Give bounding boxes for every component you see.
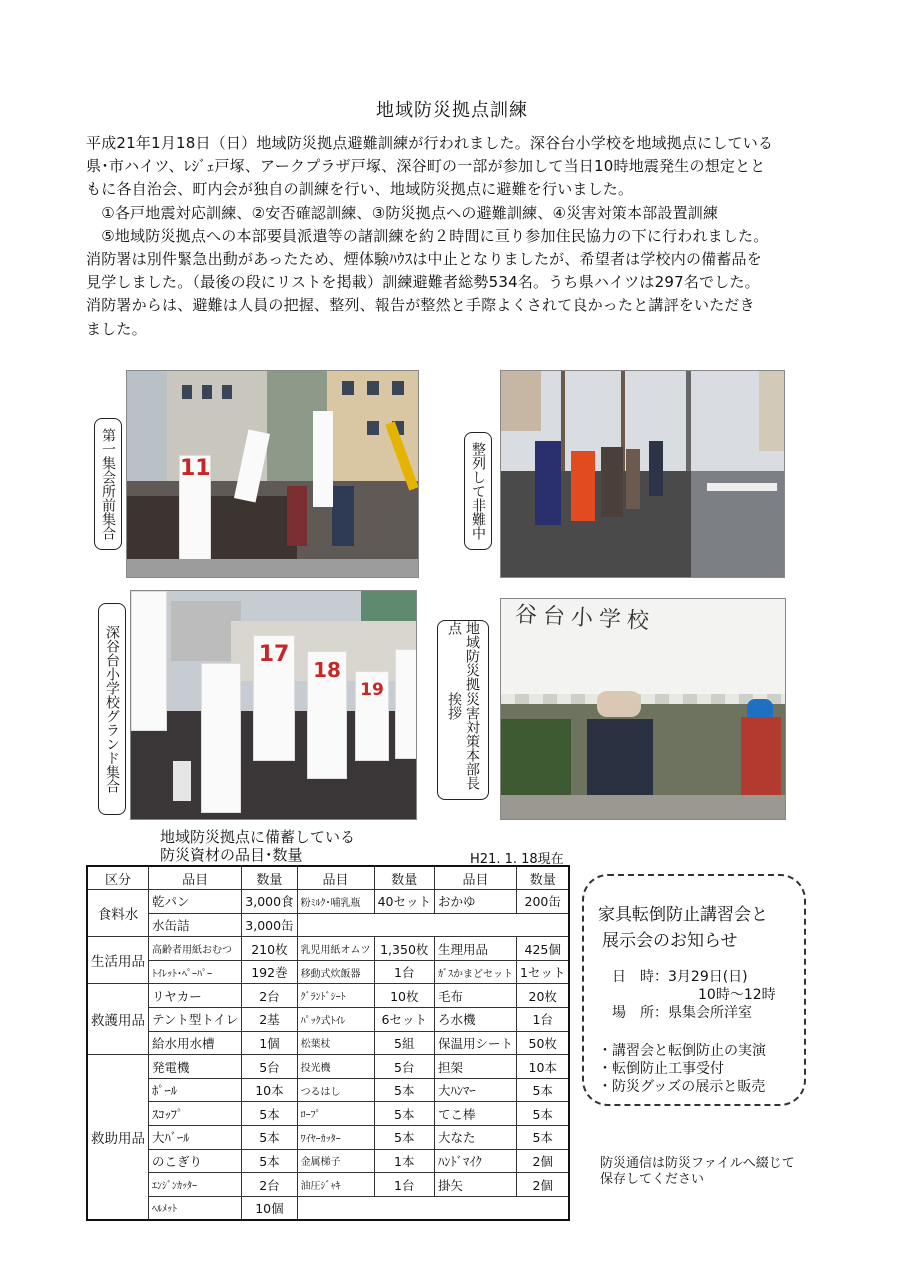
qty-cell: 2台 <box>242 984 297 1008</box>
footnote <box>600 1156 795 1188</box>
header-cell: 区分 <box>87 866 149 890</box>
header-cell: 品目 <box>434 866 516 890</box>
qty-cell: 10本 <box>242 1078 297 1102</box>
qty-cell: 5本 <box>242 1126 297 1150</box>
caption-hq-line-b: 災害対策本部長挨拶 <box>446 692 480 791</box>
notice-bullet: ・講習会と転倒防止の実演 <box>598 1043 766 1059</box>
qty-cell: 1個 <box>242 1031 297 1055</box>
table-row <box>87 1008 569 1032</box>
item-cell: テント型トイレ <box>149 1008 242 1032</box>
item-cell: 掛矢 <box>434 1173 516 1197</box>
item-cell: ｸﾞﾗﾝﾄﾞｼｰﾄ <box>297 984 374 1008</box>
qty-cell: 425個 <box>516 937 569 961</box>
qty-cell: 192巻 <box>242 960 297 984</box>
table-row <box>87 1031 569 1055</box>
qty-cell: 5本 <box>374 1078 434 1102</box>
body-line: ①各戸地震対応訓練、②安否確認訓練、③防災拠点への避難訓練、④災害対策本部設置訓練 <box>86 203 719 222</box>
footnote-line: 防災通信は防災ファイルへ綴じて <box>600 1156 795 1171</box>
item-cell: つるはし <box>297 1078 374 1102</box>
table-row <box>87 1102 569 1126</box>
qty-cell: 5本 <box>374 1126 434 1150</box>
body-line: 平成21年1月18日（日）地域防災拠点避難訓練が行われました。深谷台小学校を地域拠点にしている <box>86 134 774 152</box>
qty-cell: 5台 <box>242 1055 297 1079</box>
qty-cell: 5組 <box>374 1031 434 1055</box>
item-cell: 粉ﾐﾙｸ･哺乳瓶 <box>297 890 374 914</box>
qty-cell: 2基 <box>242 1008 297 1032</box>
qty-cell: 5本 <box>374 1102 434 1126</box>
table-row <box>87 937 569 961</box>
item-cell: 保温用シート <box>434 1031 516 1055</box>
item-cell: 移動式炊飯器 <box>297 960 374 984</box>
qty-cell: 50枚 <box>516 1031 569 1055</box>
category-cell: 食料水 <box>87 890 149 937</box>
item-cell: ﾎﾟｰﾙ <box>149 1078 242 1102</box>
photo-meeting-hall <box>126 370 419 578</box>
banner-11: 11 <box>179 455 211 578</box>
item-cell: ｶﾞｽかまどセット <box>434 960 516 984</box>
qty-cell: 200缶 <box>516 890 569 914</box>
item-cell: おかゆ <box>434 890 516 914</box>
workshop-notice <box>582 874 806 1106</box>
item-cell: 乾パン <box>149 890 242 914</box>
body-line: もに各自治会、町内会が独自の訓練を行い、地域防災拠点に避難を行いました。 <box>86 180 634 199</box>
banner-19: 19 <box>355 671 389 761</box>
header-cell: 数量 <box>374 866 434 890</box>
item-cell: 大ﾊﾝﾏｰ <box>434 1078 516 1102</box>
stock-heading-line: 防災資材の品目･数量 <box>160 846 303 864</box>
item-cell: 金属梯子 <box>297 1149 374 1173</box>
body-line: 見学しました。（最後の段にリストを掲載）訓練避難者総勢534名。うち県ハイツは297名でした。 <box>86 273 760 292</box>
notice-title: 家具転倒防止講習会と <box>598 905 768 925</box>
qty-cell: 40セット <box>374 890 434 914</box>
table-row <box>87 913 569 937</box>
notice-time: 10時～12時 <box>698 987 776 1003</box>
category-cell: 救護用品 <box>87 984 149 1055</box>
item-cell: 大ﾊﾞｰﾙ <box>149 1126 242 1150</box>
qty-cell: 10本 <box>516 1055 569 1079</box>
item-cell: 高齢者用紙おむつ <box>149 937 242 961</box>
item-cell: 乳児用紙オムツ <box>297 937 374 961</box>
qty-cell: 1本 <box>374 1149 434 1173</box>
stock-table <box>86 865 570 1221</box>
body-line: 消防署からは、避難は人員の把握、整列、報告が整然と手際よくされて良かったと講評をいただき <box>86 296 755 315</box>
table-row <box>87 960 569 984</box>
body-line: 消防署は別件緊急出動があったため、煙体験ﾊｳｽは中止となりましたが、希望者は学校内の備蓄品を <box>86 250 762 269</box>
notice-bullet: ・転倒防止工事受付 <box>598 1061 724 1077</box>
qty-cell: 2個 <box>516 1173 569 1197</box>
qty-cell: 5本 <box>242 1149 297 1173</box>
item-cell: リヤカー <box>149 984 242 1008</box>
qty-cell: 5本 <box>516 1078 569 1102</box>
item-cell: 油圧ｼﾞｬｷ <box>297 1173 374 1197</box>
item-cell: ろ水機 <box>434 1008 516 1032</box>
stock-date: H21. 1. 18現在 <box>470 852 564 867</box>
caption-hq-line-a: 地域防災拠点 <box>446 621 480 691</box>
item-cell: 大なた <box>434 1126 516 1150</box>
item-cell: ﾊﾟｯｸ式ﾄｲﾚ <box>297 1008 374 1032</box>
qty-cell: 5本 <box>516 1126 569 1150</box>
item-cell: ﾄｲﾚｯﾄ･ﾍﾟｰﾊﾟｰ <box>149 960 242 984</box>
qty-cell: 1台 <box>374 1173 434 1197</box>
notice-title: 展示会のお知らせ <box>602 931 738 951</box>
banner-17: 17 <box>253 635 295 761</box>
item-cell: ﾍﾙﾒｯﾄ <box>149 1196 242 1220</box>
table-header-row <box>87 866 569 890</box>
qty-cell: 1,350枚 <box>374 937 434 961</box>
item-cell: ﾛｰﾌﾟ <box>297 1102 374 1126</box>
page-title: 地域防災拠点訓練 <box>376 100 528 121</box>
table-row <box>87 890 569 914</box>
photo-schoolground <box>130 590 417 820</box>
qty-cell: 5台 <box>374 1055 434 1079</box>
category-cell: 救助用品 <box>87 1055 149 1220</box>
qty-cell: 10枚 <box>374 984 434 1008</box>
qty-cell: 3,000缶 <box>242 913 297 937</box>
item-cell: 発電機 <box>149 1055 242 1079</box>
footnote-line: 保存してください <box>600 1172 705 1187</box>
caption-disaster-hq <box>437 620 489 800</box>
header-cell: 数量 <box>242 866 297 890</box>
notice-place: 場 所：県集会所洋室 <box>612 1005 752 1021</box>
body-line: ⑤地域防災拠点への本部要員派遣等の諸訓練を約２時間に亘り参加住民協力の下に行われました。 <box>86 226 769 245</box>
body-line: 県･市ハイツ、ﾚｼﾞｪ戸塚、アークプラザ戸塚、深谷町の一部が参加して当日10時地震発生の想定とと <box>86 157 766 176</box>
qty-cell: 210枚 <box>242 937 297 961</box>
qty-cell: 20枚 <box>516 984 569 1008</box>
caption-schoolground: 深谷台小学校グランド集合 <box>98 603 126 815</box>
item-cell: 生理用品 <box>434 937 516 961</box>
item-cell: 給水用水槽 <box>149 1031 242 1055</box>
header-cell: 数量 <box>516 866 569 890</box>
qty-cell: 10個 <box>242 1196 297 1220</box>
notice-bullet: ・防災グッズの展示と販売 <box>598 1079 766 1095</box>
header-cell: 品目 <box>297 866 374 890</box>
header-cell: 品目 <box>149 866 242 890</box>
stock-heading <box>160 828 355 864</box>
tent-text: 谷台小学校 <box>514 602 656 635</box>
empty-cell <box>297 913 569 937</box>
qty-cell: 5本 <box>516 1102 569 1126</box>
photo-disaster-hq <box>500 598 786 820</box>
banner-18: 18 <box>307 651 347 779</box>
table-row <box>87 1173 569 1197</box>
table-row <box>87 984 569 1008</box>
item-cell: ﾊﾝﾄﾞﾏｲｸ <box>434 1149 516 1173</box>
qty-cell: 6セット <box>374 1008 434 1032</box>
notice-date: 日 時：3月29日(日) <box>612 969 748 985</box>
category-cell: 生活用品 <box>87 937 149 984</box>
item-cell: 水缶詰 <box>149 913 242 937</box>
caption-evacuation-walk: 整列して非難中 <box>464 432 492 550</box>
qty-cell: 2個 <box>516 1149 569 1173</box>
qty-cell: 5本 <box>242 1102 297 1126</box>
qty-cell: 1台 <box>516 1008 569 1032</box>
empty-cell <box>297 1196 569 1220</box>
table-row <box>87 1149 569 1173</box>
caption-meeting-hall: 第一集会所前集合 <box>94 418 122 550</box>
item-cell: 毛布 <box>434 984 516 1008</box>
stock-heading-line: 地域防災拠点に備蓄している <box>160 828 356 846</box>
item-cell: 松葉杖 <box>297 1031 374 1055</box>
table-row <box>87 1196 569 1220</box>
body-text <box>86 132 846 341</box>
table-row <box>87 1055 569 1079</box>
photo-evacuation-walk <box>500 370 785 578</box>
item-cell: ｽｺｯﾌﾟ <box>149 1102 242 1126</box>
body-line: ました。 <box>86 319 147 338</box>
qty-cell: 1台 <box>374 960 434 984</box>
item-cell: 投光機 <box>297 1055 374 1079</box>
qty-cell: 1セット <box>516 960 569 984</box>
item-cell: のこぎり <box>149 1149 242 1173</box>
table-row <box>87 1126 569 1150</box>
qty-cell: 3,000食 <box>242 890 297 914</box>
item-cell: 担架 <box>434 1055 516 1079</box>
item-cell: てこ棒 <box>434 1102 516 1126</box>
item-cell: ｴﾝｼﾞﾝｶｯﾀｰ <box>149 1173 242 1197</box>
table-row <box>87 1078 569 1102</box>
item-cell: ﾜｲﾔｰｶｯﾀｰ <box>297 1126 374 1150</box>
qty-cell: 2台 <box>242 1173 297 1197</box>
